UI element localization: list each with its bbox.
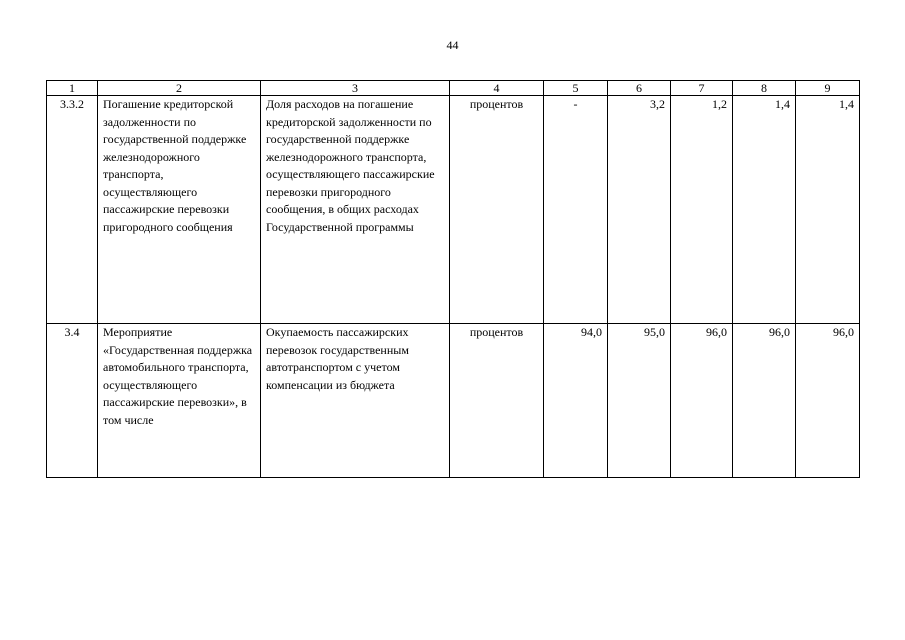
row-value-5: - xyxy=(544,96,608,324)
table-row xyxy=(47,96,860,324)
header-cell-7: 7 xyxy=(671,81,733,96)
row-value-6: 95,0 xyxy=(608,324,671,478)
row-code: 3.3.2 xyxy=(47,96,98,324)
header-cell-9: 9 xyxy=(796,81,860,96)
header-cell-5: 5 xyxy=(544,81,608,96)
row-value-7: 1,2 xyxy=(671,96,733,324)
header-cell-2: 2 xyxy=(98,81,261,96)
header-cell-4: 4 xyxy=(450,81,544,96)
header-cell-8: 8 xyxy=(733,81,796,96)
row-value-9: 96,0 xyxy=(796,324,860,478)
row-name: Мероприятие «Государственная поддержка автомобильного транспорта, осуществляющего пассажирские перевозки», в том числе xyxy=(98,324,261,478)
row-indicator: Окупаемость пассажирских перевозок государственным автотранспортом с учетом компенсации из бюджета xyxy=(261,324,450,478)
table-row xyxy=(47,324,860,478)
row-value-7: 96,0 xyxy=(671,324,733,478)
header-cell-6: 6 xyxy=(608,81,671,96)
row-value-5: 94,0 xyxy=(544,324,608,478)
row-value-8: 96,0 xyxy=(733,324,796,478)
row-value-6: 3,2 xyxy=(608,96,671,324)
row-indicator: Доля расходов на погашение кредиторской задолженности по государственной поддержке железнодорожного транспорта, осуществляющего пассажирские перевозки пригородного сообщения, в общих расходах Государственной программы xyxy=(261,96,450,324)
row-value-9: 1,4 xyxy=(796,96,860,324)
row-name: Погашение кредиторской задолженности по государственной поддержке железнодорожного транспорта, осуществляющего пассажирские перевозки пригородного сообщения xyxy=(98,96,261,324)
header-cell-3: 3 xyxy=(261,81,450,96)
header-row xyxy=(47,81,860,96)
data-table xyxy=(46,80,860,478)
row-value-8: 1,4 xyxy=(733,96,796,324)
page-number: 44 xyxy=(446,38,459,52)
row-code: 3.4 xyxy=(47,324,98,478)
header-cell-1: 1 xyxy=(47,81,98,96)
row-unit: процентов xyxy=(450,324,544,478)
row-unit: процентов xyxy=(450,96,544,324)
